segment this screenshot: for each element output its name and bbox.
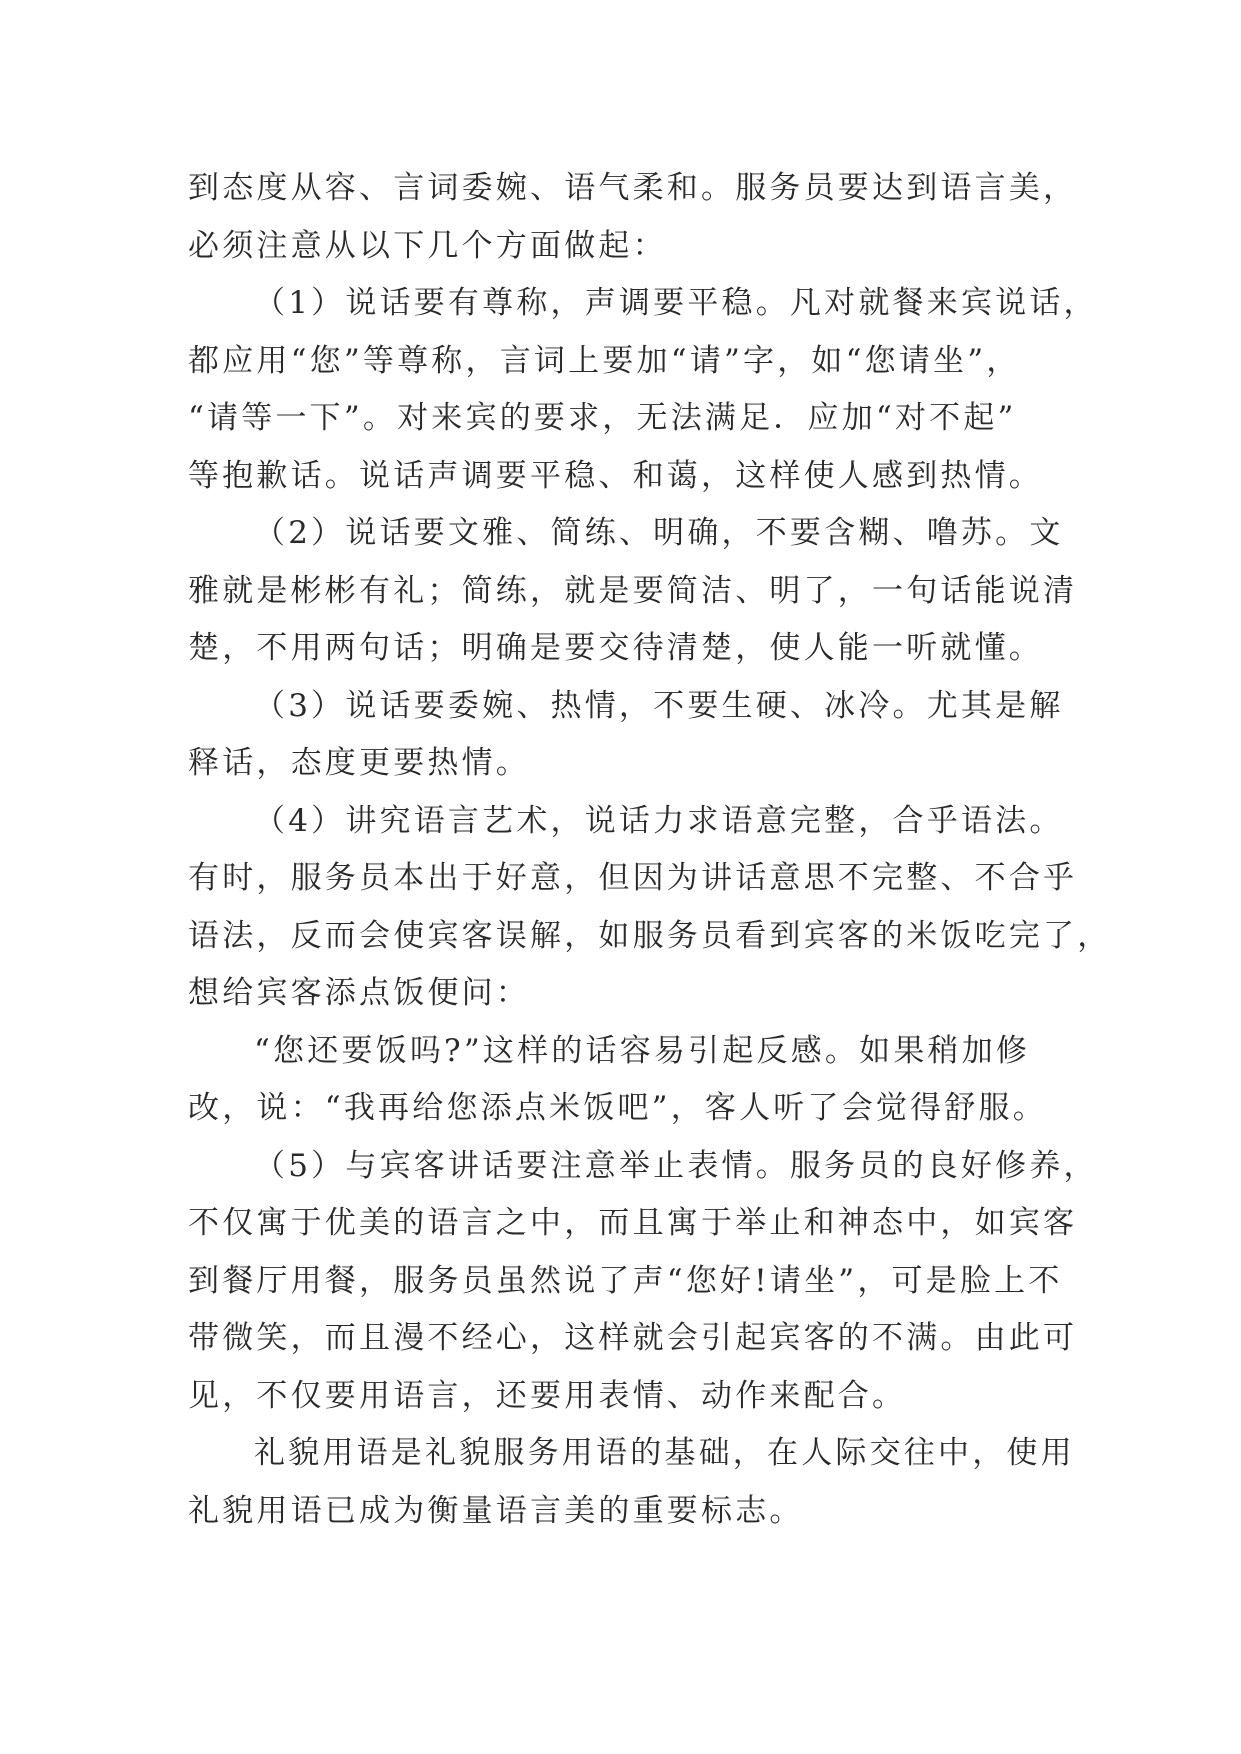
text-line: “您还要饭吗?”这样的话容易引起反感。如果稍加修 — [254, 1032, 1031, 1069]
text-line: （5）与宾客讲话要注意举止表情。服务员的良好修养， — [254, 1147, 1098, 1184]
text-line: 礼貌用语已成为衡量语言美的重要标志。 — [188, 1492, 804, 1529]
text-line: 等抱歉话。说话声调要平稳、和蔼，这样使人感到热情。 — [188, 457, 1043, 494]
text-line: 楚，不用两句话；明确是要交待清楚，使人能一听就懂。 — [188, 630, 1043, 666]
text-line: （1）说话要有尊称，声调要平稳。凡对就餐来宾说话， — [254, 285, 1098, 321]
text-line: 到餐厅用餐，服务员虽然说了声“您好!请坐”，可是脸上不 — [188, 1262, 1063, 1299]
text-line: （2）说话要文雅、简练、明确，不要含糊、噜苏。文 — [254, 515, 1064, 551]
text-line: 改，说：“我再给您添点米饭吧”，客人听了会觉得舒服。 — [188, 1090, 1047, 1126]
text-line: 见，不仅要用语言，还要用表情、动作来配合。 — [188, 1377, 907, 1414]
text-line: 不仅寓于优美的语言之中，而且寓于举止和神态中，如宾客 — [188, 1205, 1078, 1241]
text-line: 语法，反而会使宾客误解，如服务员看到宾客的米饭吃完了， — [188, 917, 1112, 954]
text-line: 必须注意从以下几个方面做起： — [188, 227, 667, 264]
text-line: （3）说话要委婉、热情，不要生硬、冰冷。尤其是解 — [254, 687, 1064, 724]
document-body — [188, 160, 1112, 1540]
text-line: 到态度从容、言词委婉、语气柔和。服务员要达到语言美， — [188, 170, 1078, 206]
text-line: “请等一下”。对来宾的要求，无法满足．应加“对不起” — [188, 400, 1017, 436]
text-line: 雅就是彬彬有礼；简练，就是要简洁、明了，一句话能说清 — [188, 572, 1078, 609]
text-line: 有时，服务员本出于好意，但因为讲话意思不完整、不合乎 — [188, 860, 1078, 896]
text-line: 都应用“您”等尊称，言词上要加“请”字，如“您请坐”， — [188, 342, 1021, 379]
text-line: 释话，态度更要热情。 — [188, 745, 530, 781]
text-line: （4）讲究语言艺术，说话力求语意完整，合乎语法。 — [254, 802, 1064, 839]
text-line: 礼貌用语是礼貌服务用语的基础，在人际交往中，使用 — [254, 1435, 1075, 1471]
text-line: 带微笑，而且漫不经心，这样就会引起宾客的不满。由此可 — [188, 1320, 1078, 1356]
text-line: 想给宾客添点饭便问： — [188, 975, 530, 1011]
